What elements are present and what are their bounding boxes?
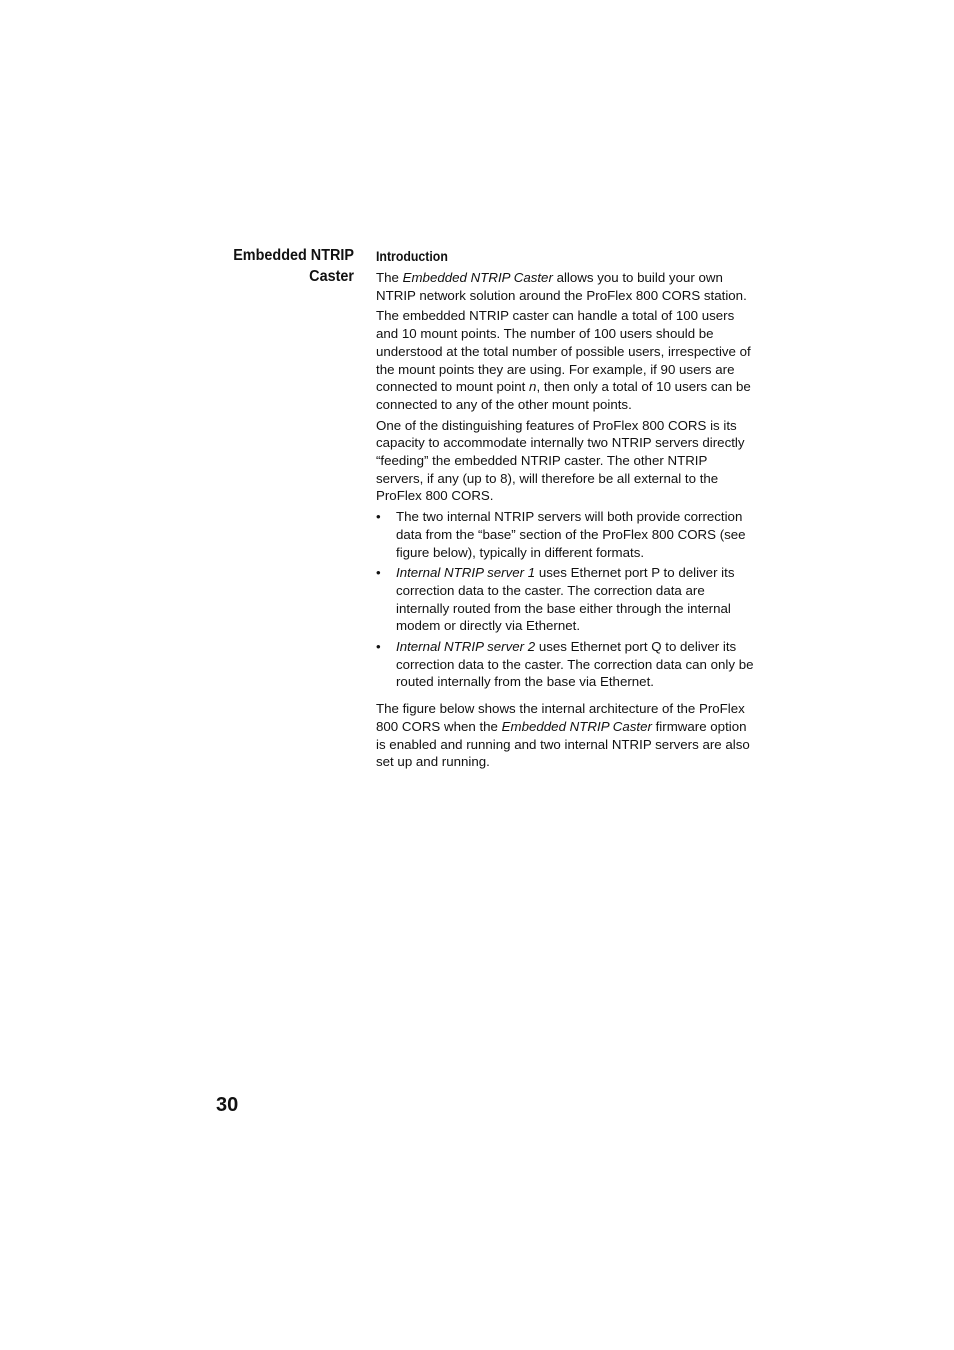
emphasis-embedded-ntrip-caster: Embedded NTRIP Caster (402, 270, 553, 285)
emphasis-server-1: Internal NTRIP server 1 (396, 565, 536, 581)
emphasis-server-2: Internal NTRIP server 2 (396, 639, 536, 655)
paragraph-capacity: The embedded NTRIP caster can handle a total of 100 users and 10 mount points. The number of 100 users should be understood at the total number of possible users, irrespective of the mount points they are using. For example, if 90 users are connected to mount point n, then only a total of 10 users can be connected to any of the other mount points. (376, 308, 751, 412)
subheading-introduction: Introduction (376, 248, 448, 264)
paragraph-intro: The Embedded NTRIP Caster allows you to build your own NTRIP network solution around the ProFlex 800 CORS station. (376, 270, 747, 303)
main-content (376, 247, 756, 774)
paragraph-features: One of the distinguishing features of ProFlex 800 CORS is its capacity to accommodate internally two NTRIP servers directly “feeding” the embedded NTRIP caster. The other NTRIP servers, if any (up to 8), will therefore be all external to the ProFlex 800 CORS. (376, 417, 745, 504)
bullet-icon: • (376, 639, 381, 655)
list-item: • Internal NTRIP server 2 uses Ethernet port Q to deliver its correction data to the caster. The correction data can only be routed internally from the base via Ethernet. (376, 639, 754, 690)
paragraph-figure-intro: The figure below shows the internal architecture of the ProFlex 800 CORS when the Embedded NTRIP Caster firmware option is enabled and running and two internal NTRIP servers are also set up and running. (376, 701, 750, 770)
bullet-icon: • (376, 509, 381, 525)
section-heading-line2: Caster (309, 268, 354, 285)
emphasis-embedded-ntrip-caster-2: Embedded NTRIP Caster (501, 718, 652, 734)
emphasis-n: n (529, 379, 537, 395)
section-heading (215, 245, 354, 287)
list-item: • Internal NTRIP server 1 uses Ethernet port P to deliver its correction data to the caster. The correction data are internally routed from the base either through the internal modem or directly via Ethernet. (376, 565, 735, 634)
page-number: 30 (216, 1094, 239, 1116)
section-heading-line1: Embedded NTRIP (233, 247, 354, 264)
bullet-icon: • (376, 565, 381, 581)
list-item: • The two internal NTRIP servers will both provide correction data from the “base” section of the ProFlex 800 CORS (see figure below), typically in different formats. (376, 509, 746, 560)
bullet-list (376, 508, 756, 691)
